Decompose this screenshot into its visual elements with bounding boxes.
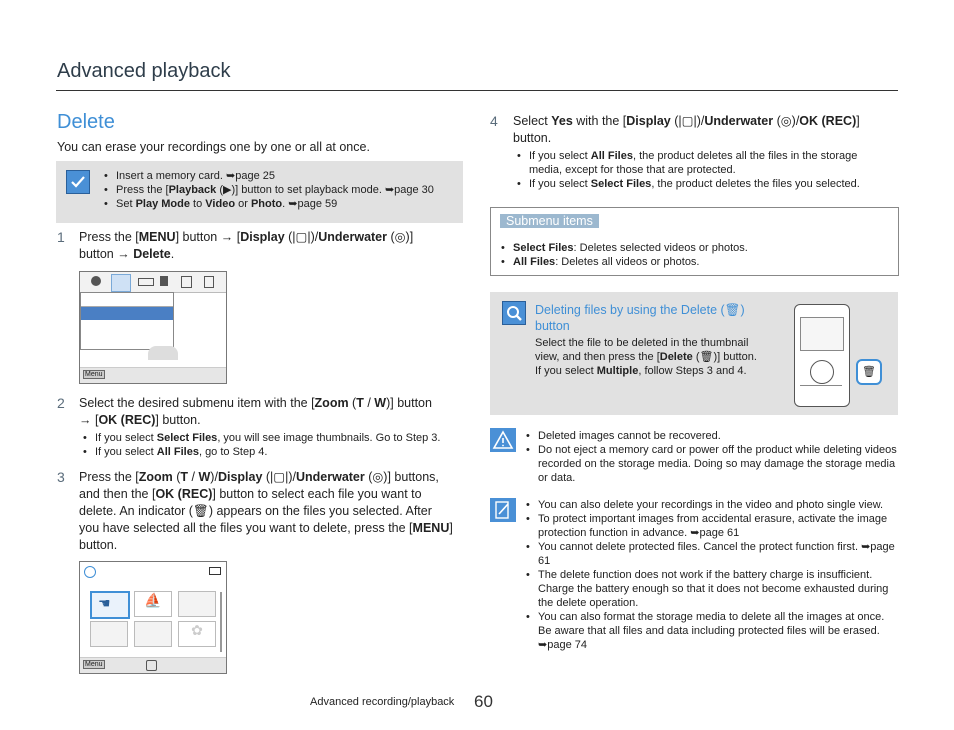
submenu-items-box (490, 207, 899, 276)
tip-title: Deleting files by using the Delete (🗑) button (535, 303, 745, 333)
scrollbar[interactable] (220, 592, 222, 652)
settings-tab-icon (91, 276, 101, 286)
thumbnail[interactable]: ✿ (178, 621, 216, 647)
battery-icon (209, 567, 221, 575)
note-item: • You can also format the storage media to delete all the images at once. Be aware that all files and data including protected files will be erased. ➥page 74 (522, 610, 898, 652)
section-title: Delete (57, 111, 115, 133)
tip-panel (490, 292, 898, 415)
prereq-item: • Press the [Playback (▶)] button to set playback mode. ➥page 30 (100, 183, 434, 197)
thumbnail[interactable] (178, 591, 216, 617)
warning-item: • Do not eject a memory card or power off the product while deleting videos recorded on the storage media. Doing so may damage the storage media or data. (522, 443, 898, 485)
thumbnail-selected[interactable] (90, 591, 130, 619)
share-tab-icon (160, 276, 168, 286)
step-4-bullet: • If you select Select Files, the product deletes the files you selected. (513, 177, 898, 191)
step-1-text: Press the [MENU] button → [Display (|▢|)/Underwater (◎)] button → Delete. (79, 230, 414, 261)
camcorder-divider (800, 385, 842, 386)
copy-tab-icon (181, 276, 192, 288)
intro-text: You can erase your recordings one by one or all at once. (57, 140, 370, 154)
submenu-row[interactable] (81, 293, 173, 307)
thumbnail[interactable] (90, 621, 128, 647)
tip-body: Select the file to be deleted in the thumbnail view, and then press the [Delete (🗑)] button. If you select Multiple, follow Steps 3 and 4. (535, 337, 757, 377)
menu-softkey[interactable]: Menu (85, 371, 103, 378)
thumbnail[interactable]: ⛵ (134, 591, 172, 617)
underwater-mode-icon (84, 566, 96, 578)
note-item: • The delete function does not work if the battery charge is insufficient. Charge the battery enough so that it does not become exhausted during the delete operation. (522, 568, 898, 610)
submenu-row[interactable] (81, 320, 173, 348)
step-4-bullet: • If you select All Files, the product deletes all the files in the storage media, except for those that are protected. (513, 149, 898, 177)
step-2-bullet: • If you select Select Files, you will see image thumbnails. Go to Step 3. (79, 431, 440, 445)
note-item: • You cannot delete protected files. Cancel the protect function first. ➥page 61 (522, 540, 898, 568)
ok-softkey-icon[interactable] (146, 660, 157, 671)
footer-section-label: Advanced recording/playback (310, 696, 455, 708)
submenu-list (80, 292, 174, 350)
background-figure (148, 346, 178, 360)
step-2-bullet: • If you select All Files, go to Step 4. (79, 445, 440, 459)
submenu-item: • All Files: Deletes all videos or photos. (497, 255, 748, 269)
menu-softkey[interactable]: Menu (85, 661, 103, 668)
submenu-row-selected[interactable] (81, 307, 173, 320)
magnifier-icon (502, 301, 526, 325)
cursor-hand-icon: ☚ (98, 595, 111, 611)
delete-button-callout-icon: 🗑 (856, 359, 882, 385)
page-number: 60 (474, 692, 493, 711)
camcorder-screen-thumbnails (79, 561, 227, 674)
screen-bottom-bar (80, 657, 226, 673)
note-item: • You can also delete your recordings in the video and photo single view. (522, 498, 898, 512)
prerequisite-box (56, 161, 463, 223)
step-3-text: Press the [Zoom (T / W)/Display (|▢|)/Underwater (◎)] buttons, and then the [OK (REC)] button to select each file you want to delete. An indicator (🗑) appears on the files you selected. After you have selected all the files you want to delete, press the [MENU] button. (79, 470, 453, 552)
menu-tab-bar (80, 272, 226, 293)
screen-bottom-bar (80, 367, 226, 383)
header-divider (56, 90, 898, 91)
step-number: 3 (57, 469, 65, 485)
protect-tab-icon (138, 278, 154, 286)
step-number: 4 (490, 113, 498, 129)
submenu-item: • Select Files: Deletes selected videos or photos. (497, 241, 748, 255)
step-4-text: Select Yes with the [Display (|▢|)/Underwater (◎)/OK (REC)] button. (513, 114, 860, 145)
camcorder-dpad (810, 360, 834, 384)
step-2-text: Select the desired submenu item with the [Zoom (T / W)] button → [OK (REC)] button. (79, 396, 432, 427)
checklist-icon (66, 170, 90, 194)
prereq-item: • Set Play Mode to Video or Photo. ➥page 59 (100, 197, 434, 211)
camcorder-illustration (794, 304, 850, 407)
warning-icon (490, 428, 516, 452)
note-item: • To protect important images from accidental erasure, activate the image protection function in advance. ➥page 61 (522, 512, 898, 540)
page-header-title: Advanced playback (57, 60, 231, 82)
prereq-item: • Insert a memory card. ➥page 25 (100, 169, 434, 183)
step-number: 2 (57, 395, 65, 411)
submenu-items-label: Submenu items (500, 214, 599, 228)
camcorder-lcd (800, 317, 844, 351)
step-number: 1 (57, 229, 65, 245)
delete-tab-icon (111, 274, 131, 292)
note-icon (490, 498, 516, 522)
warning-item: • Deleted images cannot be recovered. (522, 429, 898, 443)
info-tab-icon (204, 276, 214, 288)
thumbnail[interactable] (134, 621, 172, 647)
camcorder-screen-menu (79, 271, 227, 384)
